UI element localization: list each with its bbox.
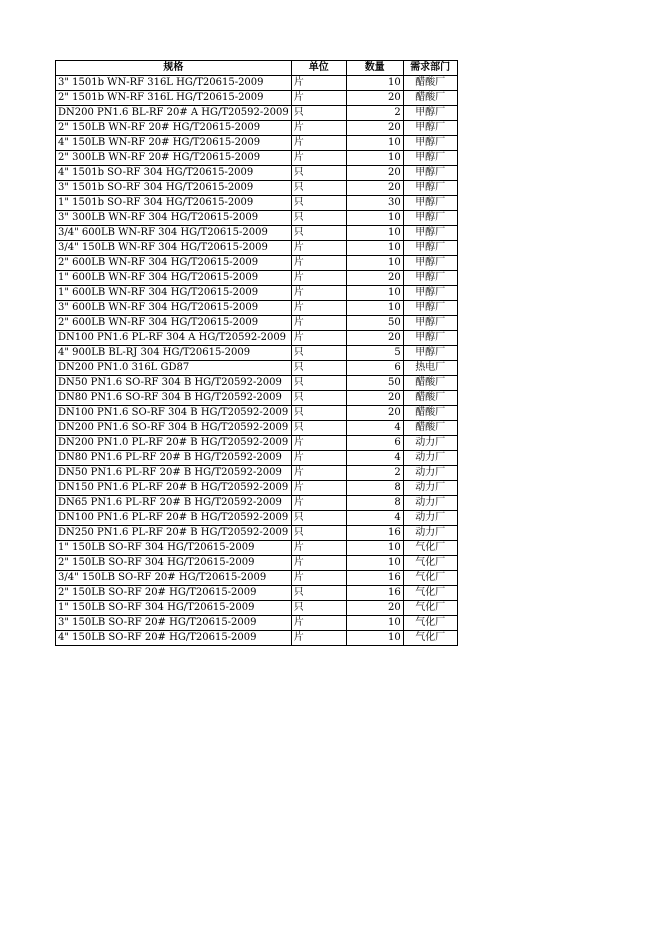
- cell-dept[interactable]: 甲醇厂: [403, 136, 457, 151]
- cell-dept[interactable]: 气化厂: [403, 586, 457, 601]
- cell-unit[interactable]: 只: [291, 196, 346, 211]
- table-row: [56, 271, 458, 286]
- cell-dept[interactable]: 甲醇厂: [403, 241, 457, 256]
- table-row: [56, 331, 458, 346]
- cell-qty[interactable]: 6: [346, 436, 403, 451]
- cell-spec[interactable]: 1" 150LB SO-RF 304 HG/T20615-2009: [56, 541, 292, 556]
- cell-dept[interactable]: 气化厂: [403, 541, 457, 556]
- cell-qty[interactable]: 4: [346, 451, 403, 466]
- cell-dept[interactable]: 气化厂: [403, 616, 457, 631]
- cell-dept[interactable]: 甲醇厂: [403, 226, 457, 241]
- cell-dept[interactable]: 甲醇厂: [403, 271, 457, 286]
- cell-spec[interactable]: 3/4" 150LB WN-RF 304 HG/T20615-2009: [56, 241, 292, 256]
- cell-qty[interactable]: 4: [346, 421, 403, 436]
- cell-dept[interactable]: 气化厂: [403, 631, 457, 646]
- cell-unit[interactable]: 片: [291, 121, 346, 136]
- header-spec[interactable]: 规格: [56, 61, 292, 76]
- table-row: [56, 181, 458, 196]
- cell-dept[interactable]: 甲醇厂: [403, 181, 457, 196]
- cell-spec[interactable]: DN200 PN1.6 SO-RF 304 B HG/T20592-2009: [56, 421, 292, 436]
- cell-qty[interactable]: 30: [346, 196, 403, 211]
- cell-unit[interactable]: 只: [291, 346, 346, 361]
- table-row: [56, 451, 458, 466]
- cell-qty[interactable]: 20: [346, 331, 403, 346]
- cell-dept[interactable]: 甲醇厂: [403, 301, 457, 316]
- cell-spec[interactable]: DN80 PN1.6 SO-RF 304 B HG/T20592-2009: [56, 391, 292, 406]
- cell-qty[interactable]: 4: [346, 511, 403, 526]
- cell-dept[interactable]: 甲醇厂: [403, 106, 457, 121]
- cell-unit[interactable]: 只: [291, 226, 346, 241]
- cell-dept[interactable]: 动力厂: [403, 451, 457, 466]
- cell-unit[interactable]: 只: [291, 601, 346, 616]
- cell-dept[interactable]: 甲醇厂: [403, 211, 457, 226]
- table-row: [56, 631, 458, 646]
- cell-dept[interactable]: 动力厂: [403, 466, 457, 481]
- table-row: [56, 541, 458, 556]
- cell-spec[interactable]: DN200 PN1.0 316L GD87: [56, 361, 292, 376]
- table-row: [56, 241, 458, 256]
- cell-dept[interactable]: 气化厂: [403, 556, 457, 571]
- cell-unit[interactable]: 只: [291, 511, 346, 526]
- cell-spec[interactable]: 2" 150LB SO-RF 20# HG/T20615-2009: [56, 586, 292, 601]
- cell-unit[interactable]: 只: [291, 376, 346, 391]
- cell-spec[interactable]: 2" 600LB WN-RF 304 HG/T20615-2009: [56, 316, 292, 331]
- cell-unit[interactable]: 片: [291, 136, 346, 151]
- cell-qty[interactable]: 10: [346, 211, 403, 226]
- cell-spec[interactable]: DN50 PN1.6 PL-RF 20# B HG/T20592-2009: [56, 466, 292, 481]
- cell-unit[interactable]: 片: [291, 76, 346, 91]
- cell-qty[interactable]: 10: [346, 226, 403, 241]
- cell-spec[interactable]: 3" 1501b SO-RF 304 HG/T20615-2009: [56, 181, 292, 196]
- cell-spec[interactable]: 3/4" 600LB WN-RF 304 HG/T20615-2009: [56, 226, 292, 241]
- cell-unit[interactable]: 只: [291, 526, 346, 541]
- cell-dept[interactable]: 甲醇厂: [403, 331, 457, 346]
- cell-dept[interactable]: 气化厂: [403, 571, 457, 586]
- cell-unit[interactable]: 片: [291, 316, 346, 331]
- table-row: [56, 121, 458, 136]
- cell-spec[interactable]: 3" 150LB SO-RF 20# HG/T20615-2009: [56, 616, 292, 631]
- cell-qty[interactable]: 20: [346, 91, 403, 106]
- cell-qty[interactable]: 20: [346, 391, 403, 406]
- cell-unit[interactable]: 片: [291, 301, 346, 316]
- cell-dept[interactable]: 甲醇厂: [403, 151, 457, 166]
- cell-qty[interactable]: 8: [346, 496, 403, 511]
- cell-spec[interactable]: 1" 600LB WN-RF 304 HG/T20615-2009: [56, 286, 292, 301]
- table-row: [56, 526, 458, 541]
- cell-qty[interactable]: 10: [346, 151, 403, 166]
- cell-qty[interactable]: 16: [346, 586, 403, 601]
- requirements-table: [55, 60, 458, 646]
- cell-qty[interactable]: 16: [346, 571, 403, 586]
- table-row: [56, 391, 458, 406]
- table-row: [56, 106, 458, 121]
- cell-qty[interactable]: 8: [346, 481, 403, 496]
- cell-qty[interactable]: 20: [346, 406, 403, 421]
- cell-spec[interactable]: 2" 150LB SO-RF 304 HG/T20615-2009: [56, 556, 292, 571]
- table-row: [56, 406, 458, 421]
- cell-spec[interactable]: 1" 600LB WN-RF 304 HG/T20615-2009: [56, 271, 292, 286]
- cell-spec[interactable]: DN250 PN1.6 PL-RF 20# B HG/T20592-2009: [56, 526, 292, 541]
- cell-unit[interactable]: 只: [291, 106, 346, 121]
- cell-qty[interactable]: 10: [346, 631, 403, 646]
- header-unit[interactable]: 单位: [291, 61, 346, 76]
- cell-dept[interactable]: 甲醇厂: [403, 256, 457, 271]
- header-qty[interactable]: 数量: [346, 61, 403, 76]
- cell-dept[interactable]: 热电厂: [403, 361, 457, 376]
- cell-unit[interactable]: 片: [291, 241, 346, 256]
- cell-qty[interactable]: 10: [346, 241, 403, 256]
- cell-dept[interactable]: 甲醇厂: [403, 286, 457, 301]
- cell-spec[interactable]: DN50 PN1.6 SO-RF 304 B HG/T20592-2009: [56, 376, 292, 391]
- cell-dept[interactable]: 气化厂: [403, 601, 457, 616]
- cell-qty[interactable]: 50: [346, 376, 403, 391]
- table-row: [56, 601, 458, 616]
- cell-qty[interactable]: 10: [346, 136, 403, 151]
- cell-spec[interactable]: 2" 150LB WN-RF 20# HG/T20615-2009: [56, 121, 292, 136]
- cell-unit[interactable]: 片: [291, 256, 346, 271]
- cell-unit[interactable]: 片: [291, 481, 346, 496]
- cell-spec[interactable]: 1" 150LB SO-RF 304 HG/T20615-2009: [56, 601, 292, 616]
- cell-spec[interactable]: 1" 1501b SO-RF 304 HG/T20615-2009: [56, 196, 292, 211]
- cell-spec[interactable]: DN200 PN1.6 BL-RF 20# A HG/T20592-2009: [56, 106, 292, 121]
- cell-unit[interactable]: 片: [291, 556, 346, 571]
- cell-spec[interactable]: 3" 300LB WN-RF 304 HG/T20615-2009: [56, 211, 292, 226]
- cell-spec[interactable]: 2" 300LB WN-RF 20# HG/T20615-2009: [56, 151, 292, 166]
- cell-dept[interactable]: 甲醇厂: [403, 121, 457, 136]
- table-row: [56, 136, 458, 151]
- table-row: [56, 436, 458, 451]
- table-row: [56, 571, 458, 586]
- cell-unit[interactable]: 片: [291, 271, 346, 286]
- cell-unit[interactable]: 片: [291, 466, 346, 481]
- cell-unit[interactable]: 只: [291, 166, 346, 181]
- cell-dept[interactable]: 动力厂: [403, 481, 457, 496]
- table-body: [56, 76, 458, 646]
- cell-spec[interactable]: 2" 600LB WN-RF 304 HG/T20615-2009: [56, 256, 292, 271]
- cell-qty[interactable]: 10: [346, 301, 403, 316]
- cell-qty[interactable]: 10: [346, 556, 403, 571]
- cell-spec[interactable]: DN100 PN1.6 PL-RF 304 A HG/T20592-2009: [56, 331, 292, 346]
- cell-dept[interactable]: 醋酸厂: [403, 421, 457, 436]
- cell-unit[interactable]: 片: [291, 616, 346, 631]
- table-row: [56, 226, 458, 241]
- cell-qty[interactable]: 5: [346, 346, 403, 361]
- cell-qty[interactable]: 20: [346, 601, 403, 616]
- cell-dept[interactable]: 甲醇厂: [403, 166, 457, 181]
- cell-dept[interactable]: 醋酸厂: [403, 91, 457, 106]
- cell-dept[interactable]: 动力厂: [403, 511, 457, 526]
- table-row: [56, 286, 458, 301]
- cell-dept[interactable]: 醋酸厂: [403, 391, 457, 406]
- cell-qty[interactable]: 10: [346, 76, 403, 91]
- header-dept[interactable]: 需求部门: [403, 61, 457, 76]
- cell-dept[interactable]: 甲醇厂: [403, 346, 457, 361]
- cell-dept[interactable]: 醋酸厂: [403, 76, 457, 91]
- cell-qty[interactable]: 10: [346, 256, 403, 271]
- table-row: [56, 196, 458, 211]
- cell-unit[interactable]: 片: [291, 571, 346, 586]
- table-row: [56, 496, 458, 511]
- table-row: [56, 481, 458, 496]
- header-row: [56, 61, 458, 76]
- cell-unit[interactable]: 只: [291, 421, 346, 436]
- cell-spec[interactable]: DN150 PN1.6 PL-RF 20# B HG/T20592-2009: [56, 481, 292, 496]
- table-row: [56, 586, 458, 601]
- table-row: [56, 166, 458, 181]
- table-row: [56, 466, 458, 481]
- cell-qty[interactable]: 16: [346, 526, 403, 541]
- cell-qty[interactable]: 10: [346, 286, 403, 301]
- cell-spec[interactable]: DN65 PN1.6 PL-RF 20# B HG/T20592-2009: [56, 496, 292, 511]
- cell-dept[interactable]: 醋酸厂: [403, 376, 457, 391]
- table-row: [56, 346, 458, 361]
- cell-qty[interactable]: 20: [346, 166, 403, 181]
- cell-unit[interactable]: 只: [291, 361, 346, 376]
- table-row: [56, 91, 458, 106]
- cell-spec[interactable]: 3" 1501b WN-RF 316L HG/T20615-2009: [56, 76, 292, 91]
- cell-spec[interactable]: DN100 PN1.6 SO-RF 304 B HG/T20592-2009: [56, 406, 292, 421]
- cell-spec[interactable]: 4" 150LB SO-RF 20# HG/T20615-2009: [56, 631, 292, 646]
- table-row: [56, 256, 458, 271]
- table-row: [56, 421, 458, 436]
- table-row: [56, 511, 458, 526]
- cell-spec[interactable]: 4" 1501b SO-RF 304 HG/T20615-2009: [56, 166, 292, 181]
- table-row: [56, 301, 458, 316]
- cell-spec[interactable]: 3" 600LB WN-RF 304 HG/T20615-2009: [56, 301, 292, 316]
- cell-unit[interactable]: 片: [291, 451, 346, 466]
- cell-spec[interactable]: DN100 PN1.6 PL-RF 20# B HG/T20592-2009: [56, 511, 292, 526]
- cell-qty[interactable]: 50: [346, 316, 403, 331]
- cell-qty[interactable]: 20: [346, 271, 403, 286]
- cell-qty[interactable]: 2: [346, 466, 403, 481]
- cell-spec[interactable]: 3/4" 150LB SO-RF 20# HG/T20615-2009: [56, 571, 292, 586]
- cell-qty[interactable]: 20: [346, 181, 403, 196]
- cell-spec[interactable]: DN80 PN1.6 PL-RF 20# B HG/T20592-2009: [56, 451, 292, 466]
- cell-dept[interactable]: 甲醇厂: [403, 196, 457, 211]
- cell-dept[interactable]: 甲醇厂: [403, 316, 457, 331]
- cell-unit[interactable]: 片: [291, 286, 346, 301]
- cell-spec[interactable]: 4" 150LB WN-RF 20# HG/T20615-2009: [56, 136, 292, 151]
- cell-unit[interactable]: 片: [291, 436, 346, 451]
- cell-unit[interactable]: 片: [291, 151, 346, 166]
- cell-unit[interactable]: 只: [291, 586, 346, 601]
- cell-unit[interactable]: 片: [291, 496, 346, 511]
- cell-spec[interactable]: 4" 900LB BL-RJ 304 HG/T20615-2009: [56, 346, 292, 361]
- table-row: [56, 211, 458, 226]
- table-row: [56, 616, 458, 631]
- table-header: [56, 61, 458, 76]
- cell-unit[interactable]: 片: [291, 631, 346, 646]
- cell-unit[interactable]: 只: [291, 391, 346, 406]
- cell-qty[interactable]: 2: [346, 106, 403, 121]
- table-row: [56, 361, 458, 376]
- cell-unit[interactable]: 片: [291, 541, 346, 556]
- cell-dept[interactable]: 动力厂: [403, 526, 457, 541]
- cell-qty[interactable]: 6: [346, 361, 403, 376]
- table-row: [56, 76, 458, 91]
- cell-unit[interactable]: 片: [291, 331, 346, 346]
- cell-dept[interactable]: 醋酸厂: [403, 406, 457, 421]
- cell-unit[interactable]: 只: [291, 406, 346, 421]
- cell-spec[interactable]: 2" 1501b WN-RF 316L HG/T20615-2009: [56, 91, 292, 106]
- table-row: [56, 376, 458, 391]
- table-row: [56, 151, 458, 166]
- cell-unit[interactable]: 只: [291, 211, 346, 226]
- cell-dept[interactable]: 动力厂: [403, 436, 457, 451]
- table-row: [56, 556, 458, 571]
- cell-unit[interactable]: 只: [291, 181, 346, 196]
- cell-unit[interactable]: 片: [291, 91, 346, 106]
- cell-qty[interactable]: 10: [346, 541, 403, 556]
- cell-qty[interactable]: 10: [346, 616, 403, 631]
- cell-spec[interactable]: DN200 PN1.0 PL-RF 20# B HG/T20592-2009: [56, 436, 292, 451]
- cell-dept[interactable]: 动力厂: [403, 496, 457, 511]
- table-row: [56, 316, 458, 331]
- cell-qty[interactable]: 20: [346, 121, 403, 136]
